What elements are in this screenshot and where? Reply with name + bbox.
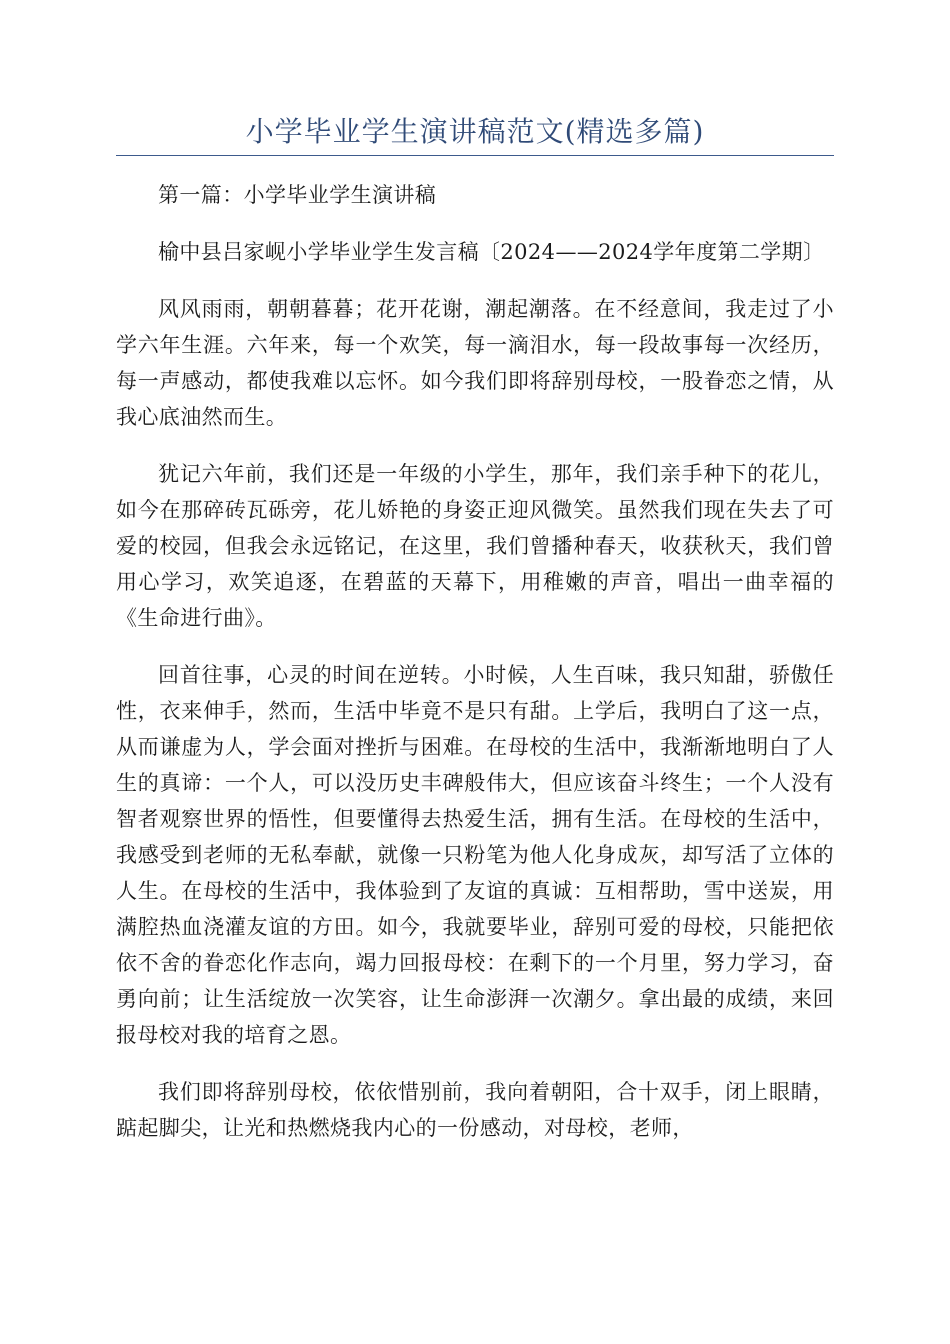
section-heading: 第一篇：小学毕业学生演讲稿 — [158, 183, 437, 207]
body-paragraph: 回首往事，心灵的时间在逆转。小时候，人生百味，我只知甜，骄傲任性，衣来伸手，然而，生活中毕竟不是只有甜。上学后，我明白了这一点，从而谦虚为人，学会面对挫折与困难。在母校的生活中，我渐渐地明白了人生的真谛：一个人，可以没历史丰碑般伟大，但应该奋斗终生；一个人没有智者观察世界的悟性，但要懂得去热爱生活，拥有生活。在母校的生活中，我感受到老师的无私奉献，就像一只粉笔为他人化身成灰，却写活了立体的人生。在母校的生活中，我体验到了友谊的真诚：互相帮助，雪中送炭，用满腔热血浇灌友谊的方田。如今，我就要毕业，辞别可爱的母校，只能把依依不舍的眷恋化作志向，竭力回报母校：在剩下的一个月里，努力学习，奋勇向前；让生活绽放一次笑容，让生命澎湃一次潮夕。拿出最的成绩，来回报母校对我的培育之恩。 — [116, 663, 834, 1047]
title-underline — [116, 155, 834, 156]
body-paragraph: 犹记六年前，我们还是一年级的小学生，那年，我们亲手种下的花儿，如今在那碎砖瓦砾旁，花儿娇艳的身姿正迎风微笑。虽然我们现在失去了可爱的校园，但我会永远铭记，在这里，我们曾播种春天，收获秋天，我们曾用心学习，欢笑追逐，在碧蓝的天幕下，用稚嫩的声音，唱出一曲幸福的《生命进行曲》。 — [116, 462, 834, 630]
body-paragraph: 风风雨雨，朝朝暮暮；花开花谢，潮起潮落。在不经意间，我走过了小学六年生涯。六年来，每一个欢笑，每一滴泪水，每一段故事每一次经历，每一声感动，都使我难以忘怀。如今我们即将辞别母校，一股眷恋之情，从我心底油然而生。 — [116, 297, 834, 429]
speech-subtitle: 榆中县吕家岘小学毕业学生发言稿〔2024——2024学年度第二学期〕 — [158, 240, 825, 264]
document-title: 小学毕业学生演讲稿范文(精选多篇) — [245, 115, 705, 148]
document-body — [116, 177, 834, 1167]
body-paragraph: 我们即将辞别母校，依依惜别前，我向着朝阳，合十双手，闭上眼睛，踮起脚尖，让光和热燃烧我内心的一份感动，对母校，老师， — [116, 1080, 834, 1140]
